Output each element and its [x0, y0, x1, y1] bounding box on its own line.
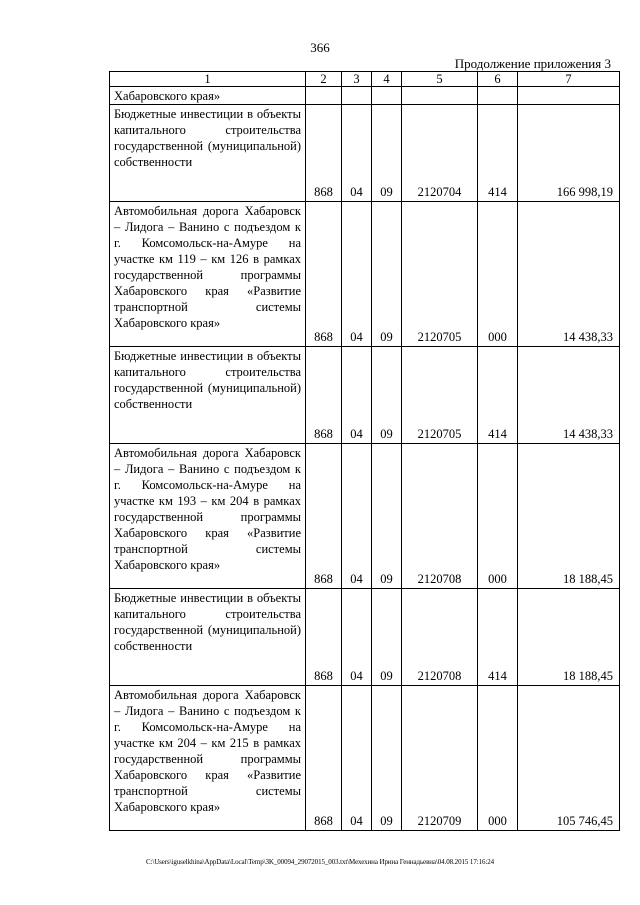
- row-name-cell: Хабаровского края»: [110, 87, 306, 105]
- row-name-cell: Бюджетные инвестиции в объекты капитального строительства государственной (муниципальной) собственности: [110, 105, 306, 202]
- column-header: 4: [372, 72, 402, 87]
- row-name-cell: Бюджетные инвестиции в объекты капитального строительства государственной (муниципальной) собственности: [110, 589, 306, 686]
- table-row: [110, 589, 620, 686]
- row-name-cell: Автомобильная дорога Хабаровск – Лидога – Ванино с подъездом к г. Комсомольск-на-Амуре на участке км 204 – км 215 в рамках государственной программы Хабаровского края «Развитие транспортной системы Хабаровского края»: [110, 686, 306, 831]
- subsection-code-cell: 09: [372, 589, 402, 686]
- expense-type-cell: 414: [478, 589, 518, 686]
- table-row: [110, 444, 620, 589]
- section-code-cell: 04: [342, 347, 372, 444]
- expense-type-cell: 000: [478, 202, 518, 347]
- table-row: [110, 347, 620, 444]
- table-row: [110, 87, 620, 105]
- expense-type-cell: 000: [478, 444, 518, 589]
- column-header: 2: [306, 72, 342, 87]
- expense-type-cell: [478, 87, 518, 105]
- section-code-cell: 04: [342, 105, 372, 202]
- target-article-cell: 2120708: [402, 444, 478, 589]
- target-article-cell: 2120704: [402, 105, 478, 202]
- amount-cell: 105 746,45: [518, 686, 620, 831]
- section-code-cell: 04: [342, 686, 372, 831]
- amount-cell: 14 438,33: [518, 347, 620, 444]
- column-header: 7: [518, 72, 620, 87]
- ministry-code-cell: 868: [306, 347, 342, 444]
- subsection-code-cell: 09: [372, 202, 402, 347]
- target-article-cell: 2120708: [402, 589, 478, 686]
- appendix-continuation-label: Продолжение приложения 3: [454, 56, 611, 71]
- target-article-cell: 2120709: [402, 686, 478, 831]
- section-code-cell: 04: [342, 202, 372, 347]
- amount-cell: 166 998,19: [518, 105, 620, 202]
- budget-table: [109, 71, 620, 831]
- expense-type-cell: 414: [478, 347, 518, 444]
- page-number: 366: [310, 40, 330, 55]
- column-header: 1: [110, 72, 306, 87]
- subsection-code-cell: 09: [372, 444, 402, 589]
- section-code-cell: 04: [342, 589, 372, 686]
- subsection-code-cell: 09: [372, 686, 402, 831]
- amount-cell: 18 188,45: [518, 589, 620, 686]
- ministry-code-cell: 868: [306, 105, 342, 202]
- expense-type-cell: 414: [478, 105, 518, 202]
- table-row: [110, 105, 620, 202]
- ministry-code-cell: 868: [306, 589, 342, 686]
- table-header-row: [110, 72, 620, 87]
- amount-cell: 18 188,45: [518, 444, 620, 589]
- column-header: 6: [478, 72, 518, 87]
- row-name-cell: Автомобильная дорога Хабаровск – Лидога – Ванино с подъездом к г. Комсомольск-на-Амуре на участке км 119 – км 126 в рамках государственной программы Хабаровского края «Развитие транспортной системы Хабаровского края»: [110, 202, 306, 347]
- target-article-cell: [402, 87, 478, 105]
- target-article-cell: 2120705: [402, 202, 478, 347]
- expense-type-cell: 000: [478, 686, 518, 831]
- ministry-code-cell: 868: [306, 202, 342, 347]
- subsection-code-cell: 09: [372, 347, 402, 444]
- row-name-cell: Бюджетные инвестиции в объекты капитального строительства государственной (муниципальной) собственности: [110, 347, 306, 444]
- section-code-cell: 04: [342, 444, 372, 589]
- ministry-code-cell: 868: [306, 686, 342, 831]
- document-footer-path: C:\Users\iguselkhina\AppData\Local\Temp\3K_00094_29072015_003.txt\Мехехина Ирина Геннадьевна\04.08.2015 17:16:24: [145, 858, 495, 866]
- table-row: [110, 202, 620, 347]
- column-header: 3: [342, 72, 372, 87]
- amount-cell: 14 438,33: [518, 202, 620, 347]
- ministry-code-cell: [306, 87, 342, 105]
- table-row: [110, 686, 620, 831]
- row-name-cell: Автомобильная дорога Хабаровск – Лидога – Ванино с подъездом к г. Комсомольск-на-Амуре на участке км 193 – км 204 в рамках государственной программы Хабаровского края «Развитие транспортной системы Хабаровского края»: [110, 444, 306, 589]
- target-article-cell: 2120705: [402, 347, 478, 444]
- column-header: 5: [402, 72, 478, 87]
- subsection-code-cell: [372, 87, 402, 105]
- subsection-code-cell: 09: [372, 105, 402, 202]
- ministry-code-cell: 868: [306, 444, 342, 589]
- amount-cell: [518, 87, 620, 105]
- section-code-cell: [342, 87, 372, 105]
